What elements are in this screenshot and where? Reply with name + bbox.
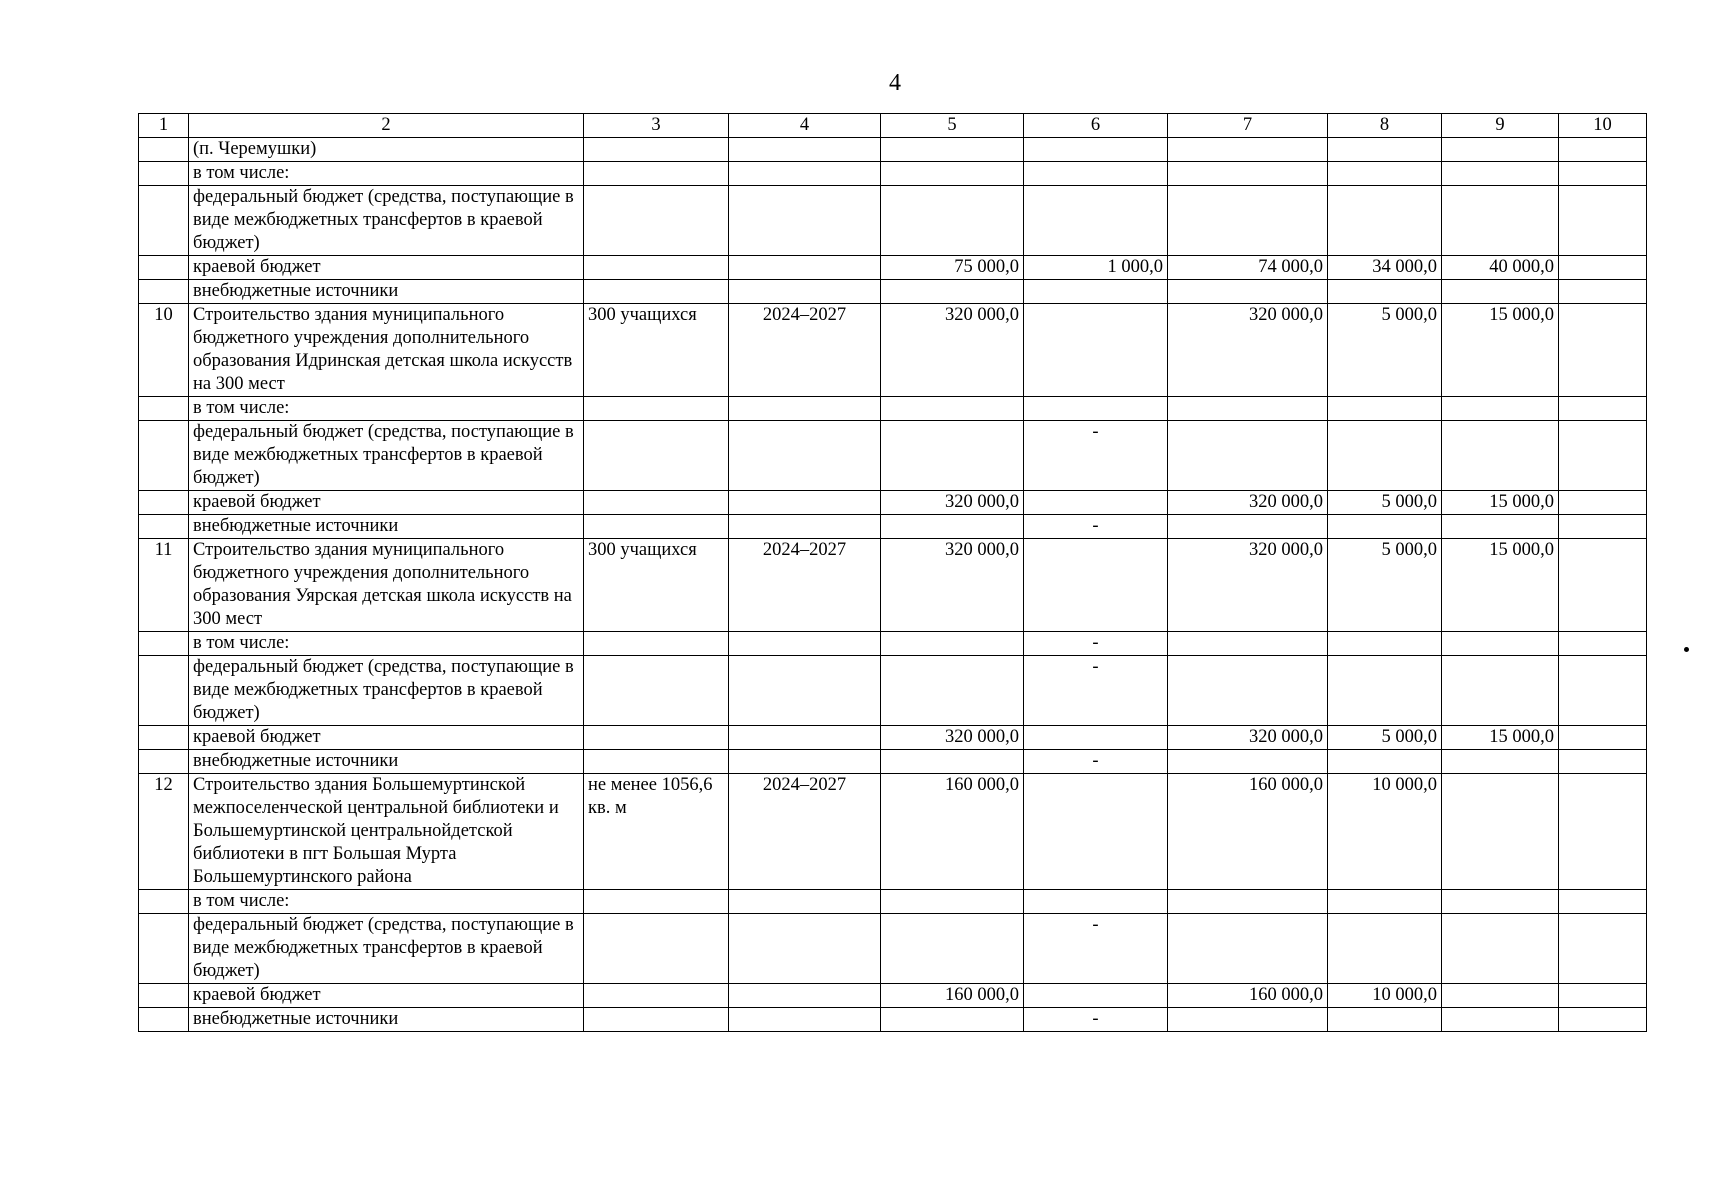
remaining-cell: 74 000,0 — [1168, 256, 1328, 280]
capacity-cell — [584, 914, 729, 984]
year-1-cell — [1328, 1008, 1442, 1032]
spent-cell — [1024, 539, 1168, 632]
total-cost-cell: 75 000,0 — [881, 256, 1024, 280]
capacity-cell — [584, 890, 729, 914]
remaining-cell: 160 000,0 — [1168, 774, 1328, 890]
year-3-cell — [1559, 750, 1647, 774]
year-3-cell — [1559, 256, 1647, 280]
year-1-cell: 10 000,0 — [1328, 774, 1442, 890]
year-2-cell — [1442, 656, 1559, 726]
item-name-cell: краевой бюджет — [189, 491, 584, 515]
item-name-cell: Строительство здания муниципального бюджетного учреждения дополнительного образования Уярская детская школа искусств на 300 мест — [189, 539, 584, 632]
table-row — [139, 491, 1647, 515]
table-row — [139, 515, 1647, 539]
year-3-cell — [1559, 656, 1647, 726]
row-number-cell — [139, 256, 189, 280]
remaining-cell: 320 000,0 — [1168, 491, 1328, 515]
year-2-cell — [1442, 186, 1559, 256]
year-2-cell — [1442, 984, 1559, 1008]
column-header: 3 — [584, 114, 729, 138]
item-name-cell: (п. Черемушки) — [189, 138, 584, 162]
year-2-cell — [1442, 750, 1559, 774]
year-2-cell: 15 000,0 — [1442, 539, 1559, 632]
item-name-cell: федеральный бюджет (средства, поступающие в виде межбюджетных трансфертов в краевой бюджет) — [189, 186, 584, 256]
row-number-cell — [139, 726, 189, 750]
year-3-cell — [1559, 984, 1647, 1008]
spent-cell — [1024, 890, 1168, 914]
table-row — [139, 421, 1647, 491]
spent-cell — [1024, 162, 1168, 186]
capacity-cell — [584, 138, 729, 162]
item-name-cell: внебюджетные источники — [189, 750, 584, 774]
dates-cell — [729, 162, 881, 186]
capacity-cell — [584, 162, 729, 186]
total-cost-cell: 320 000,0 — [881, 726, 1024, 750]
item-name-cell: Строительство здания Большемуртинской межпоселенческой центральной библиотеки и Большемуртинской центральнойдетской библиотеки в пгт Большая Мурта Большемуртинского района — [189, 774, 584, 890]
page-number: 4 — [889, 70, 901, 96]
dates-cell — [729, 656, 881, 726]
row-number-cell — [139, 914, 189, 984]
column-header: 8 — [1328, 114, 1442, 138]
year-2-cell — [1442, 138, 1559, 162]
remaining-cell — [1168, 162, 1328, 186]
year-2-cell: 15 000,0 — [1442, 304, 1559, 397]
item-name-cell: Строительство здания муниципального бюджетного учреждения дополнительного образования Идринская детская школа искусств на 300 мест — [189, 304, 584, 397]
table-row — [139, 890, 1647, 914]
table-row — [139, 774, 1647, 890]
year-3-cell — [1559, 774, 1647, 890]
year-2-cell: 15 000,0 — [1442, 726, 1559, 750]
year-1-cell: 5 000,0 — [1328, 539, 1442, 632]
item-name-cell: в том числе: — [189, 397, 584, 421]
year-1-cell — [1328, 162, 1442, 186]
remaining-cell: 320 000,0 — [1168, 304, 1328, 397]
capacity-cell — [584, 186, 729, 256]
year-2-cell — [1442, 1008, 1559, 1032]
column-header: 2 — [189, 114, 584, 138]
row-number-cell — [139, 656, 189, 726]
remaining-cell — [1168, 138, 1328, 162]
total-cost-cell — [881, 1008, 1024, 1032]
year-3-cell — [1559, 726, 1647, 750]
year-3-cell — [1559, 138, 1647, 162]
year-3-cell — [1559, 162, 1647, 186]
remaining-cell — [1168, 421, 1328, 491]
year-3-cell — [1559, 304, 1647, 397]
total-cost-cell — [881, 280, 1024, 304]
dates-cell — [729, 491, 881, 515]
item-name-cell: внебюджетные источники — [189, 280, 584, 304]
year-2-cell — [1442, 515, 1559, 539]
dates-cell — [729, 256, 881, 280]
year-3-cell — [1559, 914, 1647, 984]
row-number-cell — [139, 890, 189, 914]
row-number-cell — [139, 515, 189, 539]
total-cost-cell: 320 000,0 — [881, 539, 1024, 632]
year-1-cell — [1328, 397, 1442, 421]
capacity-cell — [584, 750, 729, 774]
row-number-cell — [139, 984, 189, 1008]
year-2-cell — [1442, 162, 1559, 186]
remaining-cell — [1168, 397, 1328, 421]
row-number-cell: 11 — [139, 539, 189, 632]
year-3-cell — [1559, 491, 1647, 515]
dates-cell — [729, 421, 881, 491]
table-row — [139, 162, 1647, 186]
year-2-cell: 40 000,0 — [1442, 256, 1559, 280]
year-1-cell — [1328, 138, 1442, 162]
budget-table — [138, 113, 1647, 1032]
year-3-cell — [1559, 397, 1647, 421]
column-header: 4 — [729, 114, 881, 138]
spent-cell: - — [1024, 515, 1168, 539]
total-cost-cell — [881, 632, 1024, 656]
spent-cell — [1024, 304, 1168, 397]
dates-cell — [729, 632, 881, 656]
year-2-cell — [1442, 280, 1559, 304]
remaining-cell: 320 000,0 — [1168, 539, 1328, 632]
year-3-cell — [1559, 421, 1647, 491]
year-1-cell: 5 000,0 — [1328, 491, 1442, 515]
remaining-cell: 320 000,0 — [1168, 726, 1328, 750]
item-name-cell: федеральный бюджет (средства, поступающие в виде межбюджетных трансфертов в краевой бюджет) — [189, 914, 584, 984]
item-name-cell: краевой бюджет — [189, 726, 584, 750]
table-row — [139, 138, 1647, 162]
capacity-cell — [584, 632, 729, 656]
dates-cell — [729, 984, 881, 1008]
column-header: 5 — [881, 114, 1024, 138]
spent-cell: - — [1024, 750, 1168, 774]
remaining-cell — [1168, 656, 1328, 726]
dates-cell — [729, 280, 881, 304]
remaining-cell: 160 000,0 — [1168, 984, 1328, 1008]
row-number-cell — [139, 162, 189, 186]
year-2-cell — [1442, 774, 1559, 890]
year-3-cell — [1559, 632, 1647, 656]
table-row — [139, 750, 1647, 774]
total-cost-cell — [881, 397, 1024, 421]
total-cost-cell — [881, 890, 1024, 914]
dates-cell — [729, 186, 881, 256]
spent-cell: - — [1024, 1008, 1168, 1032]
total-cost-cell — [881, 138, 1024, 162]
capacity-cell — [584, 656, 729, 726]
item-name-cell: в том числе: — [189, 162, 584, 186]
capacity-cell — [584, 726, 729, 750]
year-1-cell — [1328, 890, 1442, 914]
spent-cell — [1024, 774, 1168, 890]
capacity-cell — [584, 421, 729, 491]
capacity-cell — [584, 984, 729, 1008]
capacity-cell: 300 учащихся — [584, 539, 729, 632]
row-number-cell — [139, 280, 189, 304]
year-2-cell — [1442, 421, 1559, 491]
dates-cell — [729, 397, 881, 421]
table-row — [139, 186, 1647, 256]
item-name-cell: краевой бюджет — [189, 984, 584, 1008]
capacity-cell — [584, 397, 729, 421]
table-body — [139, 138, 1647, 1032]
row-number-cell — [139, 750, 189, 774]
item-name-cell: в том числе: — [189, 890, 584, 914]
capacity-cell — [584, 515, 729, 539]
year-3-cell — [1559, 1008, 1647, 1032]
capacity-cell — [584, 1008, 729, 1032]
spent-cell: 1 000,0 — [1024, 256, 1168, 280]
row-number-cell — [139, 491, 189, 515]
total-cost-cell — [881, 186, 1024, 256]
spent-cell — [1024, 397, 1168, 421]
year-2-cell — [1442, 890, 1559, 914]
table-row — [139, 632, 1647, 656]
spent-cell — [1024, 984, 1168, 1008]
capacity-cell: не менее 1056,6 кв. м — [584, 774, 729, 890]
column-header: 1 — [139, 114, 189, 138]
spent-cell — [1024, 186, 1168, 256]
row-number-cell — [139, 632, 189, 656]
dates-cell: 2024–2027 — [729, 539, 881, 632]
year-1-cell — [1328, 421, 1442, 491]
spent-cell — [1024, 726, 1168, 750]
spent-cell — [1024, 138, 1168, 162]
row-number-cell — [139, 421, 189, 491]
total-cost-cell: 160 000,0 — [881, 774, 1024, 890]
capacity-cell — [584, 280, 729, 304]
row-number-cell — [139, 138, 189, 162]
remaining-cell — [1168, 632, 1328, 656]
table-row — [139, 726, 1647, 750]
column-header: 6 — [1024, 114, 1168, 138]
year-3-cell — [1559, 539, 1647, 632]
item-name-cell: внебюджетные источники — [189, 515, 584, 539]
column-number-header-row — [139, 114, 1647, 138]
remaining-cell — [1168, 280, 1328, 304]
year-1-cell: 5 000,0 — [1328, 726, 1442, 750]
row-number-cell — [139, 186, 189, 256]
year-3-cell — [1559, 280, 1647, 304]
year-1-cell: 10 000,0 — [1328, 984, 1442, 1008]
spent-cell: - — [1024, 656, 1168, 726]
year-1-cell — [1328, 280, 1442, 304]
row-number-cell: 10 — [139, 304, 189, 397]
row-number-cell — [139, 1008, 189, 1032]
table-row — [139, 397, 1647, 421]
column-header: 10 — [1559, 114, 1647, 138]
capacity-cell: 300 учащихся — [584, 304, 729, 397]
total-cost-cell — [881, 421, 1024, 491]
total-cost-cell: 320 000,0 — [881, 491, 1024, 515]
remaining-cell — [1168, 750, 1328, 774]
column-header: 9 — [1442, 114, 1559, 138]
year-2-cell — [1442, 914, 1559, 984]
item-name-cell: в том числе: — [189, 632, 584, 656]
year-3-cell — [1559, 515, 1647, 539]
item-name-cell: внебюджетные источники — [189, 1008, 584, 1032]
dates-cell — [729, 138, 881, 162]
dates-cell: 2024–2027 — [729, 774, 881, 890]
table-row — [139, 304, 1647, 397]
total-cost-cell — [881, 750, 1024, 774]
dates-cell: 2024–2027 — [729, 304, 881, 397]
scan-speck — [1684, 647, 1689, 652]
remaining-cell — [1168, 186, 1328, 256]
item-name-cell: краевой бюджет — [189, 256, 584, 280]
year-3-cell — [1559, 890, 1647, 914]
spent-cell: - — [1024, 632, 1168, 656]
spent-cell — [1024, 491, 1168, 515]
year-2-cell — [1442, 397, 1559, 421]
total-cost-cell: 320 000,0 — [881, 304, 1024, 397]
year-1-cell — [1328, 914, 1442, 984]
table-row — [139, 256, 1647, 280]
total-cost-cell — [881, 162, 1024, 186]
row-number-cell: 12 — [139, 774, 189, 890]
item-name-cell: федеральный бюджет (средства, поступающие в виде межбюджетных трансфертов в краевой бюджет) — [189, 421, 584, 491]
table-row — [139, 539, 1647, 632]
remaining-cell — [1168, 515, 1328, 539]
year-1-cell: 5 000,0 — [1328, 304, 1442, 397]
year-2-cell — [1442, 632, 1559, 656]
table-row — [139, 914, 1647, 984]
year-1-cell: 34 000,0 — [1328, 256, 1442, 280]
year-2-cell: 15 000,0 — [1442, 491, 1559, 515]
year-1-cell — [1328, 186, 1442, 256]
year-3-cell — [1559, 186, 1647, 256]
column-header: 7 — [1168, 114, 1328, 138]
spent-cell: - — [1024, 421, 1168, 491]
item-name-cell: федеральный бюджет (средства, поступающие в виде межбюджетных трансфертов в краевой бюджет) — [189, 656, 584, 726]
dates-cell — [729, 515, 881, 539]
dates-cell — [729, 750, 881, 774]
row-number-cell — [139, 397, 189, 421]
total-cost-cell — [881, 515, 1024, 539]
dates-cell — [729, 1008, 881, 1032]
year-1-cell — [1328, 632, 1442, 656]
capacity-cell — [584, 256, 729, 280]
total-cost-cell — [881, 656, 1024, 726]
spent-cell: - — [1024, 914, 1168, 984]
year-1-cell — [1328, 656, 1442, 726]
dates-cell — [729, 726, 881, 750]
year-1-cell — [1328, 515, 1442, 539]
year-1-cell — [1328, 750, 1442, 774]
table-row — [139, 280, 1647, 304]
remaining-cell — [1168, 914, 1328, 984]
table-row — [139, 1008, 1647, 1032]
remaining-cell — [1168, 1008, 1328, 1032]
spent-cell — [1024, 280, 1168, 304]
dates-cell — [729, 914, 881, 984]
total-cost-cell: 160 000,0 — [881, 984, 1024, 1008]
total-cost-cell — [881, 914, 1024, 984]
capacity-cell — [584, 491, 729, 515]
table-row — [139, 984, 1647, 1008]
remaining-cell — [1168, 890, 1328, 914]
dates-cell — [729, 890, 881, 914]
table-row — [139, 656, 1647, 726]
